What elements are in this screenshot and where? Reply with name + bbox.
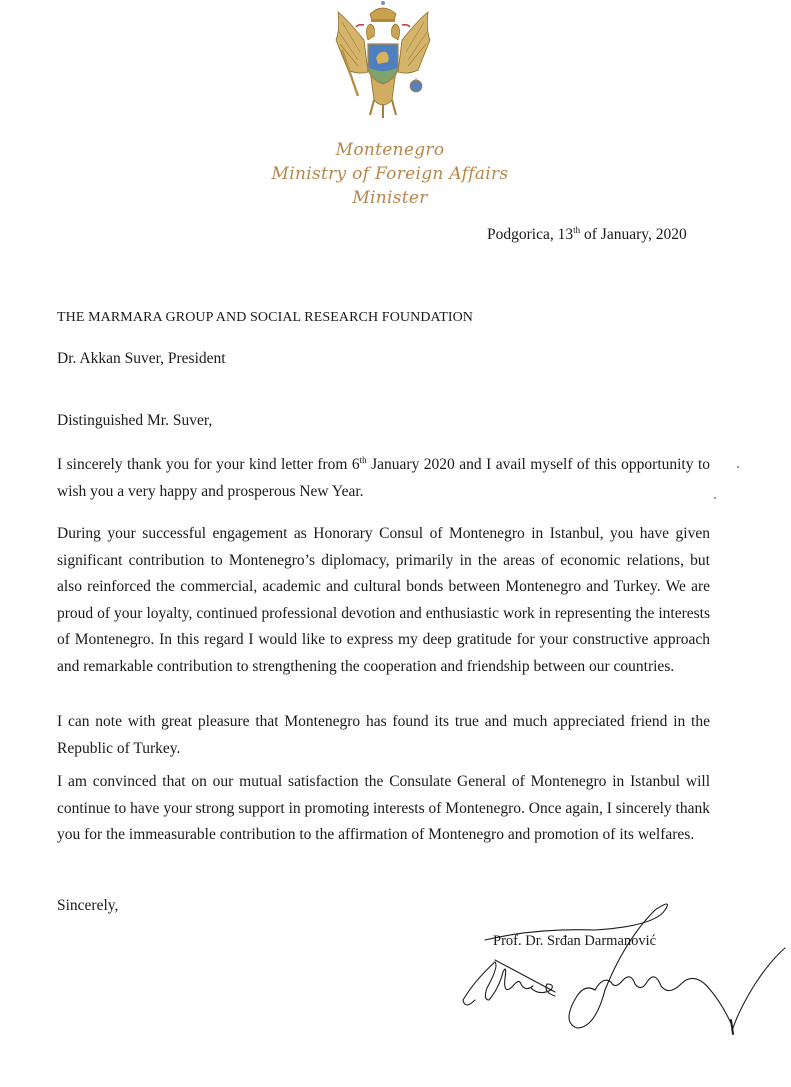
coat-of-arms-icon — [328, 0, 438, 125]
letterhead — [240, 138, 540, 210]
handwritten-signature-icon — [455, 900, 790, 1040]
letterhead-ministry: Ministry of Foreign Affairs — [271, 164, 509, 184]
salutation: Distinguished Mr. Suver, — [57, 412, 213, 429]
signer-name: Prof. Dr. Srđan Darmanović — [493, 933, 657, 949]
body-paragraph-3 — [57, 709, 710, 762]
scan-speck — [714, 497, 716, 499]
date-rest: of January, 2020 — [580, 226, 687, 243]
scan-speck — [737, 466, 739, 468]
crown-icon — [370, 1, 396, 22]
paragraph-1-ordinal: th — [359, 455, 367, 465]
body-paragraph-1 — [57, 452, 710, 505]
recipient-organization: THE MARMARA GROUP AND SOCIAL RESEARCH FOUNDATION — [57, 310, 474, 325]
paragraph-4-text: I am convinced that on our mutual satisfaction the Consulate General of Montenegro in Istanbul will continue to have your strong support in promoting interests of Montenegro. Once again, I sincerely thank you for the immeasurable contribution to the affirmation of Montenegro and promotion of its welfares. — [57, 773, 710, 843]
date-place: Podgorica, 13 — [487, 226, 574, 243]
date-ordinal: th — [573, 225, 581, 235]
letterhead-country: Montenegro — [335, 140, 445, 160]
date-line — [487, 226, 687, 244]
paragraph-1-start: I sincerely thank you for your kind letter from 6 — [57, 456, 360, 473]
body-paragraph-4 — [57, 769, 710, 849]
body-paragraph-2 — [57, 521, 710, 680]
recipient-name: Dr. Akkan Suver, President — [57, 350, 226, 367]
paragraph-3-text: I can note with great pleasure that Montenegro has found its true and much appreciated friend in the Republic of Turkey. — [57, 713, 710, 757]
paragraph-2-text: During your successful engagement as Honorary Consul of Montenegro in Istanbul, you have given significant contribution to Montenegro’s diplomacy, primarily in the areas of economic relations, but also reinforced the commercial, academic and cultural bonds between Montenegro and Turkey. We are proud of your loyalty, continued professional devotion and enthusiastic work in representing the interests of Montenegro. In this regard I would like to express my deep gratitude for your constructive approach and remarkable contribution to strengthening the cooperation and friendship between our countries. — [57, 525, 710, 675]
closing: Sincerely, — [57, 897, 119, 914]
letterhead-office: Minister — [352, 188, 428, 208]
paragraph-1-end: January 2020 and I avail myself of this opportunity to wish you a very happy and prosperous New Year. — [57, 456, 710, 500]
